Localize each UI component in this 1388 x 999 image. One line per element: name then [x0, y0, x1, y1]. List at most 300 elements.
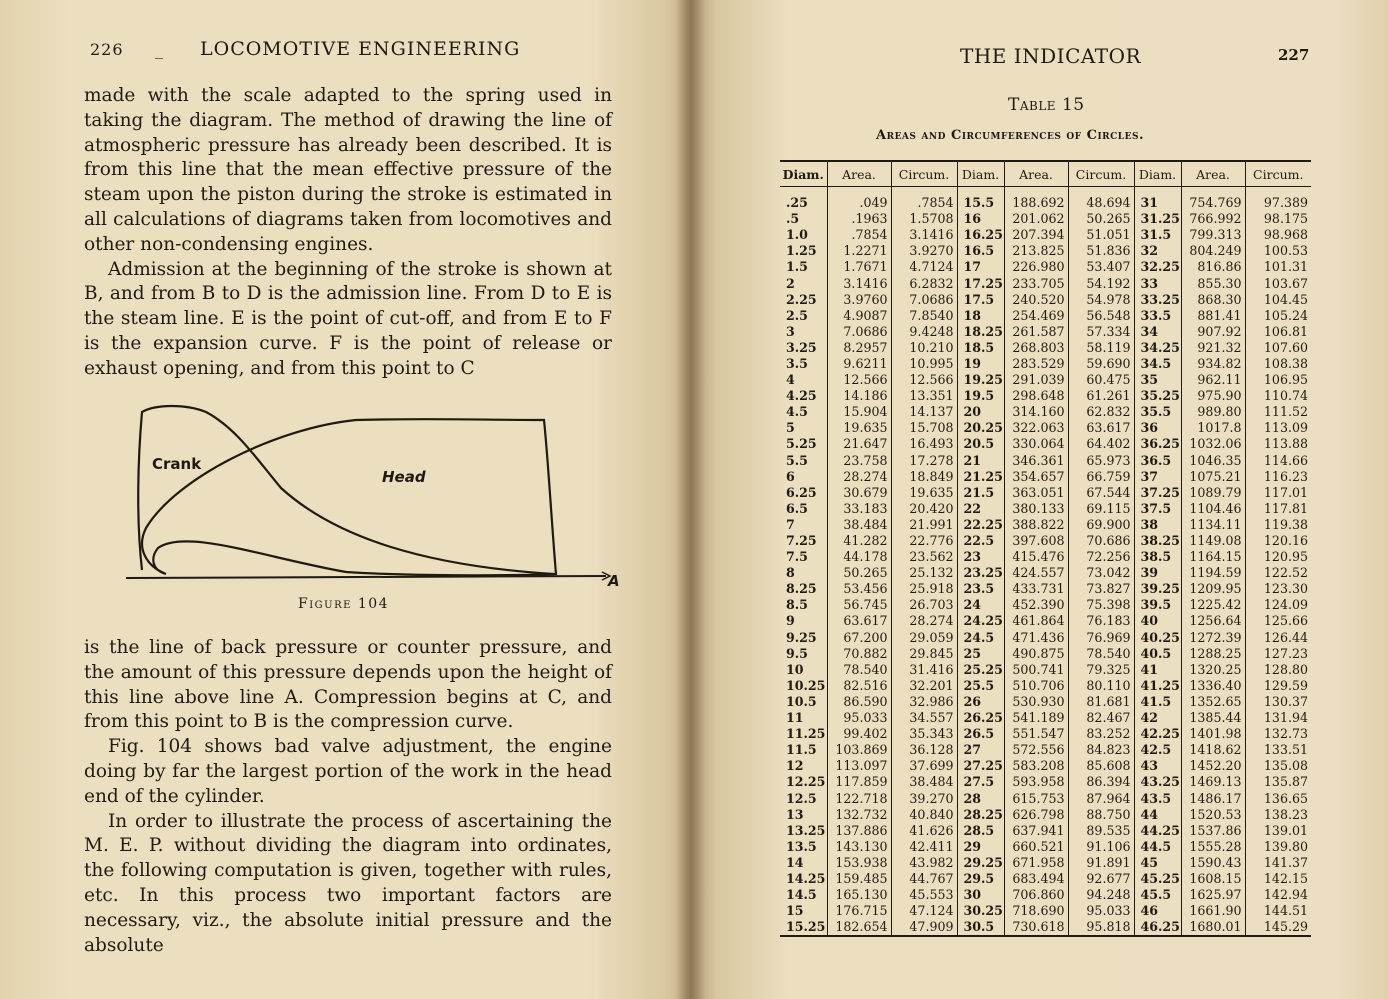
circumference-cell: 23.562: [891, 549, 957, 565]
circumference-cell: 113.88: [1263, 436, 1308, 452]
area-cell: 1134.11: [1181, 517, 1245, 533]
circumference-cell: 22.776: [891, 533, 957, 549]
area-cell: 718.690: [1004, 903, 1068, 919]
circumference-cell: 65.973: [1068, 453, 1134, 469]
diameter-cell: .25: [780, 187, 827, 212]
area-cell: 855.30: [1181, 275, 1245, 291]
circumference-cell: 129.59: [1263, 677, 1308, 693]
diameter-cell: 12: [780, 758, 827, 774]
circumference-cell: 135.87: [1263, 774, 1308, 790]
area-cell: 363.051: [1004, 485, 1068, 501]
table-subtitle: Areas and Circumferences of Circles.: [876, 128, 1145, 143]
area-cell: 593.958: [1004, 774, 1068, 790]
area-cell: 660.521: [1004, 839, 1068, 855]
diameter-cell: 37.5: [1134, 501, 1181, 517]
circumference-cell: 75.398: [1068, 597, 1134, 613]
column-header: Circum.: [1245, 161, 1311, 187]
text-block-top: [84, 84, 612, 382]
area-cell: 424.557: [1004, 565, 1068, 581]
diameter-cell: 27: [957, 742, 1004, 758]
area-cell: 283.529: [1004, 356, 1068, 372]
circumference-cell: 144.51: [1263, 903, 1308, 919]
diameter-cell: 2.25: [780, 292, 827, 308]
area-cell: 1661.90: [1181, 903, 1245, 919]
circumference-cell: 107.60: [1263, 339, 1308, 355]
area-cell: 254.469: [1004, 308, 1068, 324]
diameter-cell: 21.5: [957, 485, 1004, 501]
area-cell: 730.618: [1004, 919, 1068, 936]
area-cell: 1590.43: [1181, 855, 1245, 871]
column-header: Circum.: [1068, 161, 1134, 187]
area-cell: .1963: [827, 211, 891, 227]
diameter-cell: 26: [957, 694, 1004, 710]
diameter-cell: 44.25: [1134, 823, 1181, 839]
circumference-cell: 3.1416: [891, 227, 957, 243]
circumference-cell: 53.407: [1068, 259, 1134, 275]
diameter-cell: 9.5: [780, 646, 827, 662]
circumference-cell: 18.849: [891, 469, 957, 485]
diameter-cell: 24: [957, 597, 1004, 613]
circumference-cell: 25.132: [891, 565, 957, 581]
diameter-cell: 35: [1134, 372, 1181, 388]
diameter-cell: 24.25: [957, 613, 1004, 629]
diameter-cell: 28: [957, 790, 1004, 806]
table-row: [780, 453, 1311, 469]
circumference-cell: 81.681: [1068, 694, 1134, 710]
area-cell: 354.657: [1004, 469, 1068, 485]
diameter-cell: 6.25: [780, 485, 827, 501]
diameter-cell: 4.25: [780, 388, 827, 404]
area-cell: 137.886: [827, 823, 891, 839]
circumference-cell: 36.128: [891, 742, 957, 758]
area-cell: 314.160: [1004, 404, 1068, 420]
area-cell: 1385.44: [1181, 710, 1245, 726]
diameter-cell: 7: [780, 517, 827, 533]
diameter-cell: 37.25: [1134, 485, 1181, 501]
diameter-cell: 14: [780, 855, 827, 871]
circumference-cell: 13.351: [891, 388, 957, 404]
circumference-cell: 106.81: [1263, 323, 1308, 339]
circumference-cell: 103.67: [1263, 275, 1308, 291]
table-row: [780, 726, 1311, 742]
diameter-cell: 12.25: [780, 774, 827, 790]
diameter-cell: 30.5: [957, 919, 1004, 936]
area-cell: 1075.21: [1181, 469, 1245, 485]
area-cell: 1272.39: [1181, 630, 1245, 646]
circumference-cell: 87.964: [1068, 790, 1134, 806]
label-crank: Crank: [152, 455, 202, 473]
area-cell: .049: [827, 187, 891, 212]
area-cell: 4.9087: [827, 308, 891, 324]
diameter-cell: 41.5: [1134, 694, 1181, 710]
diameter-cell: 44.5: [1134, 839, 1181, 855]
area-cell: 1625.97: [1181, 887, 1245, 903]
table-row: [780, 324, 1311, 340]
area-cell: 346.361: [1004, 453, 1068, 469]
circumference-cell: 56.548: [1068, 308, 1134, 324]
diameter-cell: 46: [1134, 903, 1181, 919]
table-row: [780, 871, 1311, 887]
diameter-cell: 31.5: [1134, 227, 1181, 243]
area-cell: 15.904: [827, 404, 891, 420]
circumference-cell: 47.124: [891, 903, 957, 919]
area-cell: 67.200: [827, 630, 891, 646]
diameter-cell: 22.5: [957, 533, 1004, 549]
area-cell: 1680.01: [1181, 919, 1245, 936]
area-cell: 182.654: [827, 919, 891, 936]
label-atmospheric: A: [608, 572, 620, 590]
area-cell: 921.32: [1181, 340, 1245, 356]
area-cell: 298.648: [1004, 388, 1068, 404]
circumference-cell: 136.65: [1263, 790, 1308, 806]
diameter-cell: 20.5: [957, 436, 1004, 452]
diameter-cell: 18.25: [957, 324, 1004, 340]
circumference-cell: 57.334: [1068, 324, 1134, 340]
diameter-cell: 39: [1134, 565, 1181, 581]
area-cell: 1032.06: [1181, 436, 1245, 452]
area-cell: 415.476: [1004, 549, 1068, 565]
diameter-cell: 19.5: [957, 388, 1004, 404]
circumference-cell: 25.918: [891, 581, 957, 597]
circumference-cell: 132.73: [1263, 726, 1308, 742]
paragraph: Admission at the beginning of the stroke is shown at B, and from B to D is the admission line. From D to E is the steam line. E is the point of cut-off, and from E to F is the expansion curve. F is the point of release or exhaust opening, and from this point to C: [84, 258, 612, 379]
diameter-cell: 18: [957, 308, 1004, 324]
diameter-cell: 9.25: [780, 630, 827, 646]
table-row: [780, 404, 1311, 420]
circumference-cell: 20.420: [891, 501, 957, 517]
circumference-cell: 66.759: [1068, 469, 1134, 485]
table-row: [780, 597, 1311, 613]
diameter-cell: 28.5: [957, 823, 1004, 839]
diameter-cell: 13: [780, 807, 827, 823]
table-row: [780, 919, 1311, 936]
area-cell: 881.41: [1181, 308, 1245, 324]
circumference-cell: 39.270: [891, 790, 957, 806]
diameter-cell: 6: [780, 469, 827, 485]
column-header: Area.: [1181, 161, 1245, 187]
circumference-cell: 110.74: [1263, 388, 1308, 404]
circumference-cell: 88.750: [1068, 807, 1134, 823]
circumference-cell: 41.626: [891, 823, 957, 839]
table-row: [780, 517, 1311, 533]
area-cell: 3.1416: [827, 275, 891, 291]
diameter-cell: 38: [1134, 517, 1181, 533]
circumference-cell: 10.210: [891, 340, 957, 356]
diameter-cell: 20.25: [957, 420, 1004, 436]
table-row: [780, 211, 1311, 227]
table-row: [780, 823, 1311, 839]
circumference-cell: 70.686: [1068, 533, 1134, 549]
area-cell: 1401.98: [1181, 726, 1245, 742]
circumference-cell: 92.677: [1068, 871, 1134, 887]
diameter-cell: 30: [957, 887, 1004, 903]
circumference-cell: 142.94: [1263, 887, 1308, 903]
area-cell: 201.062: [1004, 211, 1068, 227]
running-head-left: LOCOMOTIVE ENGINEERING: [200, 38, 521, 60]
circumference-cell: 64.402: [1068, 436, 1134, 452]
area-cell: 240.520: [1004, 292, 1068, 308]
column-header: Diam.: [780, 161, 827, 187]
circumference-cell: 29.845: [891, 646, 957, 662]
diameter-cell: 33.5: [1134, 308, 1181, 324]
circumference-cell: 105.24: [1263, 307, 1308, 323]
area-cell: 330.064: [1004, 436, 1068, 452]
circumference-cell: 83.252: [1068, 726, 1134, 742]
diameter-cell: 3: [780, 324, 827, 340]
table-row: [780, 501, 1311, 517]
circumference-cell: 133.51: [1263, 742, 1308, 758]
diameter-cell: 25: [957, 646, 1004, 662]
diameter-cell: 16.25: [957, 227, 1004, 243]
diameter-cell: 43.25: [1134, 774, 1181, 790]
circumference-cell: 119.38: [1263, 516, 1308, 532]
area-cell: 490.875: [1004, 646, 1068, 662]
circumference-cell: 43.982: [891, 855, 957, 871]
diameter-cell: 23.25: [957, 565, 1004, 581]
area-cell: 1.2271: [827, 243, 891, 259]
diameter-cell: 31.25: [1134, 211, 1181, 227]
circumference-cell: 32.986: [891, 694, 957, 710]
area-cell: 572.556: [1004, 742, 1068, 758]
area-cell: 213.825: [1004, 243, 1068, 259]
diameter-cell: 5: [780, 420, 827, 436]
table-row: [780, 565, 1311, 581]
circumference-cell: 139.80: [1263, 838, 1308, 854]
table-row: [780, 243, 1311, 259]
diameter-cell: 36.5: [1134, 453, 1181, 469]
area-cell: 23.758: [827, 453, 891, 469]
header-dash: _: [155, 40, 163, 59]
area-cell: 41.282: [827, 533, 891, 549]
diameter-cell: 26.25: [957, 710, 1004, 726]
circumference-cell: 135.08: [1263, 758, 1308, 774]
circumference-cell: 47.909: [891, 919, 957, 936]
label-head: Head: [382, 468, 426, 486]
area-cell: 8.2957: [827, 340, 891, 356]
table-row: [780, 807, 1311, 823]
diameter-cell: 42.5: [1134, 742, 1181, 758]
page-number-left: 226: [90, 40, 124, 59]
area-cell: 207.394: [1004, 227, 1068, 243]
circumference-cell: 3.9270: [891, 243, 957, 259]
circumference-cell: 122.52: [1263, 565, 1308, 581]
diameter-cell: 7.5: [780, 549, 827, 565]
area-cell: 117.859: [827, 774, 891, 790]
area-cell: 615.753: [1004, 790, 1068, 806]
diameter-cell: 19: [957, 356, 1004, 372]
paragraph: made with the scale adapted to the spring used in taking the diagram. The method of drawing the line of atmospheric pressure has already been described. It is from this line that the mean effective pressure of the steam upon the piston during the stroke is estimated in all calculations of diagrams taken from locomotives and other non-condensing engines.: [84, 85, 612, 255]
area-cell: 261.587: [1004, 324, 1068, 340]
diameter-cell: 7.25: [780, 533, 827, 549]
diameter-cell: 8: [780, 565, 827, 581]
diameter-cell: 29: [957, 839, 1004, 855]
area-cell: 1089.79: [1181, 485, 1245, 501]
area-cell: 626.798: [1004, 807, 1068, 823]
diameter-cell: 42: [1134, 710, 1181, 726]
circumference-cell: 42.411: [891, 839, 957, 855]
circumference-cell: 38.484: [891, 774, 957, 790]
circumference-cell: 16.493: [891, 436, 957, 452]
diameter-cell: 23.5: [957, 581, 1004, 597]
area-cell: 975.90: [1181, 388, 1245, 404]
area-cell: 816.86: [1181, 259, 1245, 275]
area-cell: 683.494: [1004, 871, 1068, 887]
circumference-cell: 1.5708: [891, 211, 957, 227]
area-cell: 637.941: [1004, 823, 1068, 839]
circumference-cell: 120.95: [1263, 549, 1308, 565]
circumference-cell: 76.183: [1068, 613, 1134, 629]
diameter-cell: 1.5: [780, 259, 827, 275]
diameter-cell: 34: [1134, 324, 1181, 340]
circumference-cell: 32.201: [891, 678, 957, 694]
diameter-cell: 8.25: [780, 581, 827, 597]
diameter-cell: 40.5: [1134, 646, 1181, 662]
circumference-cell: 101.31: [1263, 259, 1308, 275]
circumference-cell: 124.09: [1263, 597, 1308, 613]
circumference-cell: 28.274: [891, 613, 957, 629]
area-cell: 397.608: [1004, 533, 1068, 549]
figure-caption: Figure 104: [298, 596, 390, 612]
diameter-cell: 21: [957, 453, 1004, 469]
area-cell: 530.930: [1004, 694, 1068, 710]
area-cell: 1537.86: [1181, 823, 1245, 839]
circumference-cell: 31.416: [891, 662, 957, 678]
diameter-cell: 10.5: [780, 694, 827, 710]
circumference-cell: 125.66: [1263, 613, 1308, 629]
diameter-cell: 28.25: [957, 807, 1004, 823]
circumference-cell: 51.836: [1068, 243, 1134, 259]
diameter-cell: 36.25: [1134, 436, 1181, 452]
area-cell: 671.958: [1004, 855, 1068, 871]
circumference-cell: 62.832: [1068, 404, 1134, 420]
circumference-cell: 73.827: [1068, 581, 1134, 597]
area-cell: 38.484: [827, 517, 891, 533]
area-cell: 3.9760: [827, 292, 891, 308]
diameter-cell: 15.5: [957, 187, 1004, 212]
circumference-cell: 7.0686: [891, 292, 957, 308]
circumference-cell: 15.708: [891, 420, 957, 436]
table-row: [780, 420, 1311, 436]
diameter-cell: 34.5: [1134, 356, 1181, 372]
circumference-cell: 67.544: [1068, 485, 1134, 501]
circumference-cell: 91.891: [1068, 855, 1134, 871]
circumference-cell: 130.37: [1263, 693, 1308, 709]
diameter-cell: 20: [957, 404, 1004, 420]
atmospheric-line: [126, 576, 606, 578]
circumference-cell: 123.30: [1263, 581, 1308, 597]
area-cell: 56.745: [827, 597, 891, 613]
circumference-cell: 50.265: [1068, 211, 1134, 227]
diameter-cell: 40.25: [1134, 630, 1181, 646]
area-cell: 1164.15: [1181, 549, 1245, 565]
area-cell: .7854: [827, 227, 891, 243]
table-row: [780, 549, 1311, 565]
diameter-cell: 2.5: [780, 308, 827, 324]
area-cell: 510.706: [1004, 678, 1068, 694]
area-cell: 1149.08: [1181, 533, 1245, 549]
diameter-cell: 43.5: [1134, 790, 1181, 806]
diameter-cell: 46.25: [1134, 919, 1181, 936]
circumference-cell: 114.66: [1263, 452, 1308, 468]
diameter-cell: 30.25: [957, 903, 1004, 919]
diameter-cell: 11.25: [780, 726, 827, 742]
area-cell: 153.938: [827, 855, 891, 871]
area-cell: 226.980: [1004, 259, 1068, 275]
area-cell: 541.189: [1004, 710, 1068, 726]
diameter-cell: 9: [780, 613, 827, 629]
area-cell: 132.732: [827, 807, 891, 823]
diameter-cell: 15.25: [780, 919, 827, 936]
table-row: [780, 758, 1311, 774]
circumference-cell: 58.119: [1068, 340, 1134, 356]
area-cell: 122.718: [827, 790, 891, 806]
diameter-cell: 18.5: [957, 340, 1004, 356]
diameter-cell: 27.25: [957, 758, 1004, 774]
circumference-cell: 59.690: [1068, 356, 1134, 372]
area-cell: 322.063: [1004, 420, 1068, 436]
diameter-cell: 15: [780, 903, 827, 919]
area-cell: 1256.64: [1181, 613, 1245, 629]
diameter-cell: 24.5: [957, 630, 1004, 646]
table-row: [780, 227, 1311, 243]
column-header: Diam.: [957, 161, 1004, 187]
table-row: [780, 436, 1311, 452]
table-row: [780, 646, 1311, 662]
area-cell: 176.715: [827, 903, 891, 919]
area-cell: 868.30: [1181, 292, 1245, 308]
area-cell: 95.033: [827, 710, 891, 726]
diameter-cell: 34.25: [1134, 340, 1181, 356]
area-cell: 1288.25: [1181, 646, 1245, 662]
diameter-cell: 37: [1134, 469, 1181, 485]
circumference-cell: 106.95: [1263, 372, 1308, 388]
table-row: [780, 372, 1311, 388]
diameter-cell: 1.25: [780, 243, 827, 259]
area-cell: 1104.46: [1181, 501, 1245, 517]
area-cell: 907.92: [1181, 324, 1245, 340]
diameter-cell: 45.25: [1134, 871, 1181, 887]
table-row: [780, 710, 1311, 726]
diameter-cell: .5: [780, 211, 827, 227]
diameter-cell: 17.25: [957, 275, 1004, 291]
area-cell: 583.208: [1004, 758, 1068, 774]
diameter-cell: 3.25: [780, 340, 827, 356]
table-row: [780, 855, 1311, 871]
diameter-cell: 4: [780, 372, 827, 388]
area-cell: 21.647: [827, 436, 891, 452]
diameter-cell: 4.5: [780, 404, 827, 420]
circumference-cell: 108.38: [1263, 355, 1308, 371]
area-cell: 268.803: [1004, 340, 1068, 356]
area-cell: 471.436: [1004, 630, 1068, 646]
area-cell: 1209.95: [1181, 581, 1245, 597]
circumference-cell: 34.557: [891, 710, 957, 726]
table-row: [780, 694, 1311, 710]
table-row: [780, 887, 1311, 903]
circumference-cell: 145.29: [1245, 919, 1311, 936]
diameter-cell: 39.5: [1134, 597, 1181, 613]
circumference-cell: 6.2832: [891, 275, 957, 291]
diameter-cell: 38.5: [1134, 549, 1181, 565]
circumference-cell: .7854: [891, 187, 957, 212]
diameter-cell: 14.5: [780, 887, 827, 903]
area-cell: 159.485: [827, 871, 891, 887]
diameter-cell: 31: [1134, 187, 1181, 212]
table-row: [780, 259, 1311, 275]
area-cell: 1418.62: [1181, 742, 1245, 758]
diameter-cell: 10: [780, 662, 827, 678]
area-cell: 70.882: [827, 646, 891, 662]
